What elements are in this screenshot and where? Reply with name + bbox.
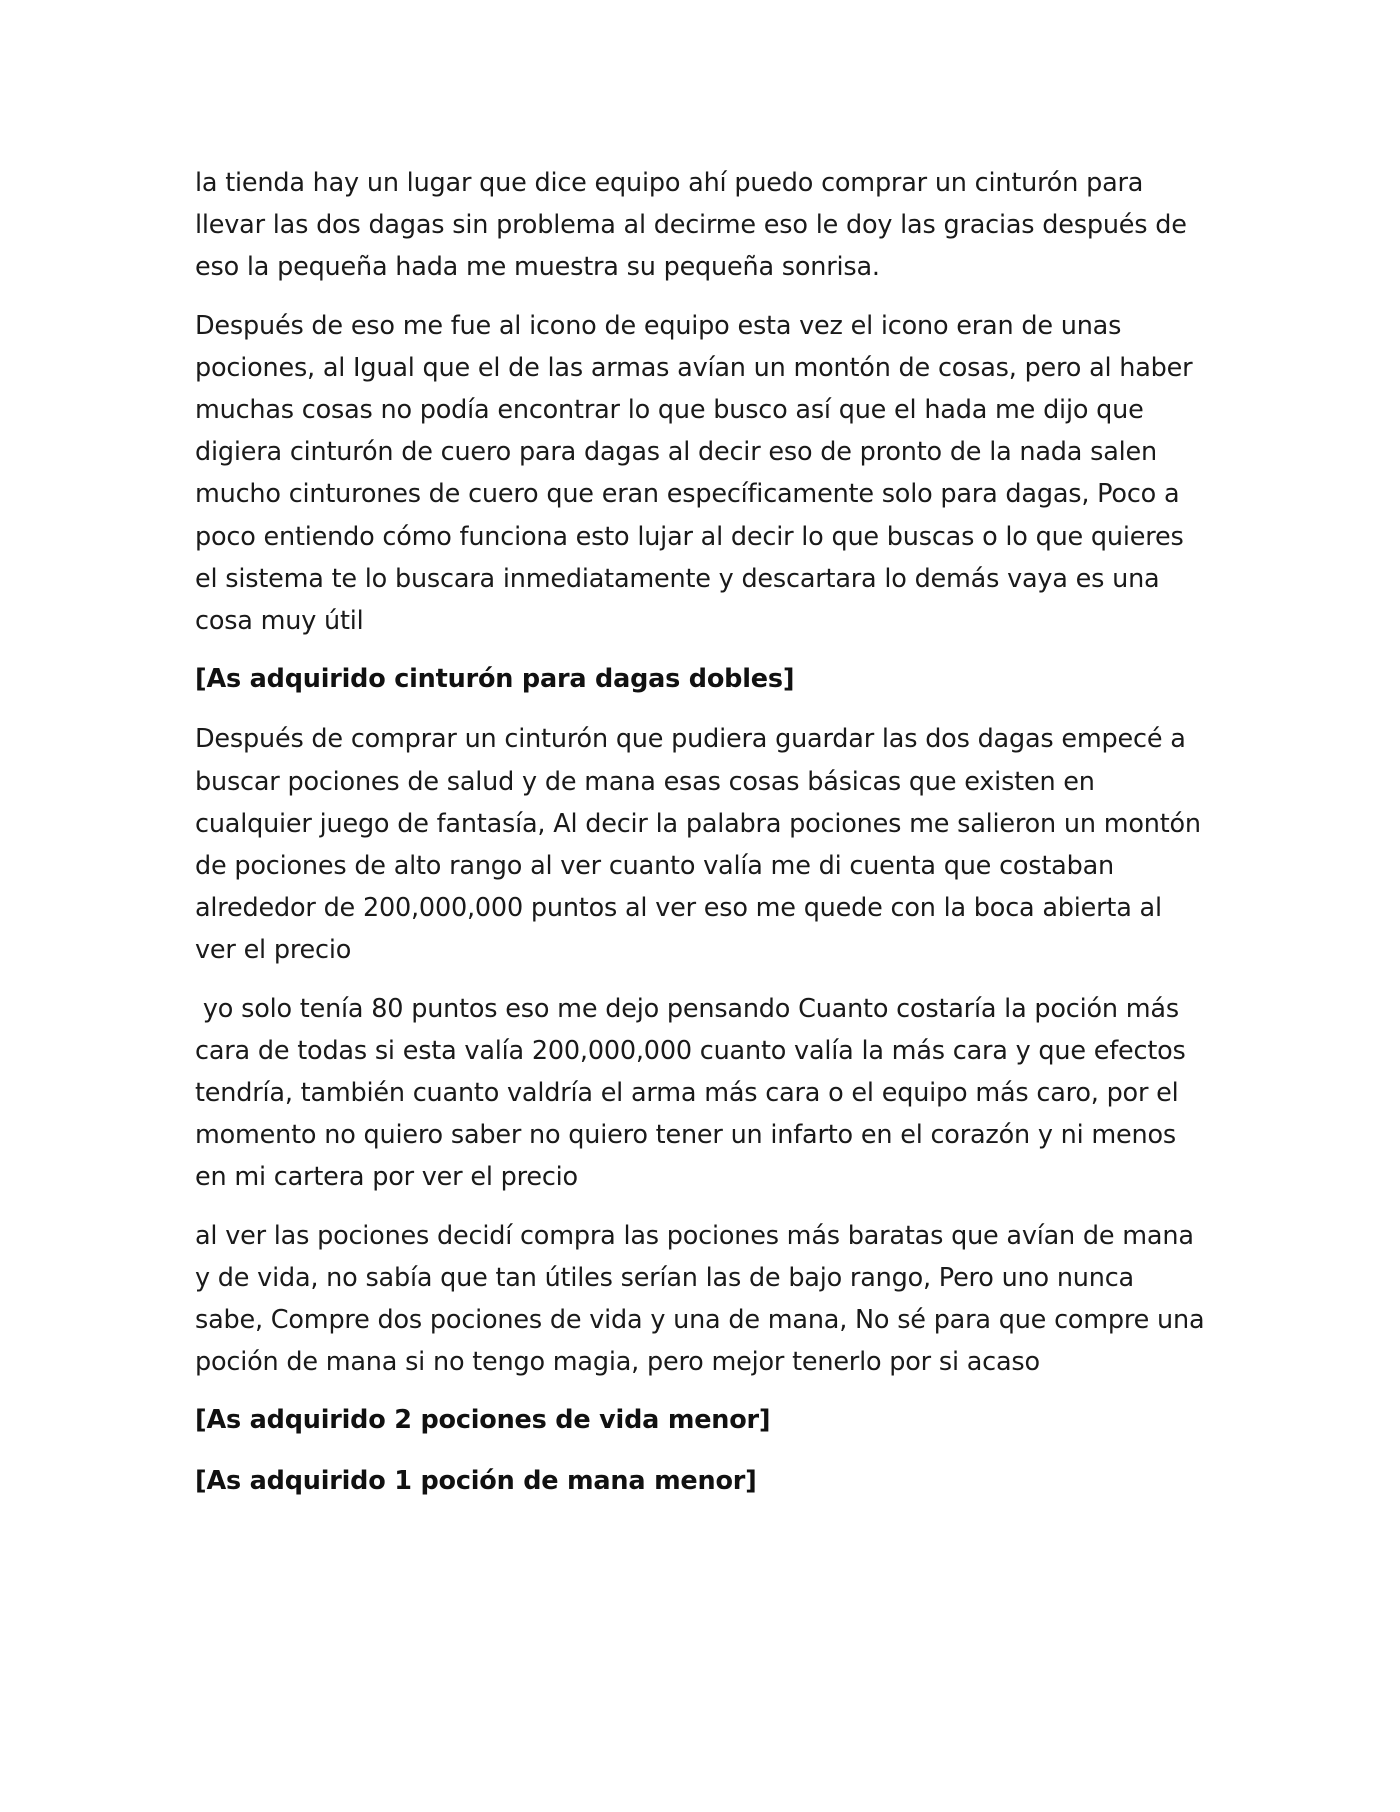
paragraph: yo solo tenía 80 puntos eso me dejo pensando Cuanto costaría la poción más cara de todas si esta valía 200,000,000 cuanto valía la más cara y que efectos tendría, también cuanto valdría el arma más cara o el equipo más caro, por el momento no quiero saber no quiero tener un infarto en el corazón y ni menos en mi cartera por ver el precio (195, 993, 1194, 1193)
document-body (195, 162, 1213, 1520)
paragraph: Después de comprar un cinturón que pudiera guardar las dos dagas empecé a buscar pociones de salud y de mana esas cosas básicas que existen en cualquier juego de fantasía, Al decir la palabra pociones me salieron un montón de pociones de alto rango al ver cuanto valía me di cuenta que costaban alrededor de 200,000,000 puntos al ver eso me quede con la boca abierta al ver el precio (195, 724, 1209, 966)
paragraph: al ver las pociones decidí compra las pociones más baratas que avían de mana y de vida, no sabía que tan útiles serían las de bajo rango, Pero uno nunca sabe, Compre dos pociones de vida y una de mana, No sé para que compre una poción de mana si no tengo magia, pero mejor tenerlo por si acaso (195, 1220, 1213, 1378)
paragraph: Después de eso me fue al icono de equipo esta vez el icono eran de unas pociones, al Igual que el de las armas avían un montón de cosas, pero al haber muchas cosas no podía encontrar lo que busco así que el hada me dijo que digiera cinturón de cuero para dagas al decir eso de pronto de la nada salen mucho cinturones de cuero que eran específicamente solo para dagas, Poco a poco entiendo cómo funciona esto lujar al decir lo que buscas o lo que quieres el sistema te lo buscara inmediatamente y descartara lo demás vaya es una cosa muy útil (195, 310, 1201, 637)
system-message: [As adquirido cinturón para dagas dobles] (195, 664, 795, 695)
system-message: [As adquirido 2 pociones de vida menor] (195, 1405, 771, 1436)
paragraph: la tienda hay un lugar que dice equipo ahí puedo comprar un cinturón para llevar las dos dagas sin problema al decirme eso le doy las gracias después de eso la pequeña hada me muestra su pequeña sonrisa. (195, 168, 1195, 283)
system-message: [As adquirido 1 poción de mana menor] (195, 1465, 757, 1496)
